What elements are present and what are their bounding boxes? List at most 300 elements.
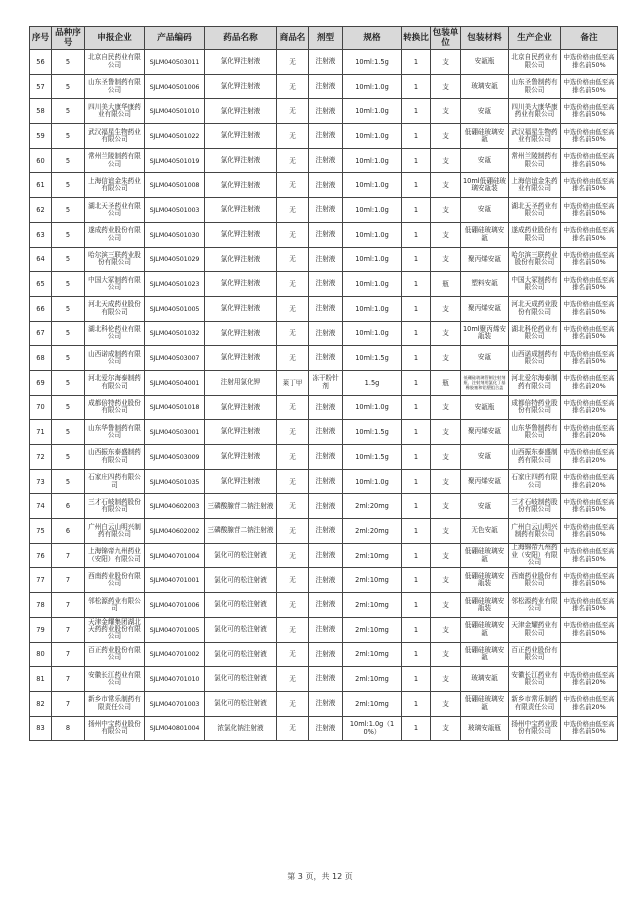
cell-manufacturer: 天津金耀药业有限公司 (509, 617, 561, 642)
cell-remark: 中选价格由低至高排名前50% (561, 173, 618, 198)
cell-remark: 中选价格由低至高排名前50% (561, 198, 618, 223)
cell-remark: 中选价格由低至高排名前50% (561, 568, 618, 593)
cell-variety-index: 7 (52, 642, 85, 667)
cell-spec: 10ml:1.0g（10%） (343, 716, 402, 741)
cell-applicant: 三才石岐制药股份有限公司 (85, 494, 145, 519)
cell-applicant: 新乡市常乐制药有限责任公司 (85, 691, 145, 716)
cell-manufacturer: 广州白云山明兴制药有限公司 (509, 519, 561, 544)
cell-pack-material: 玻璃安瓿 (461, 74, 509, 99)
cell-variety-index: 5 (52, 296, 85, 321)
cell-brand-name: 无 (277, 173, 309, 198)
cell-spec: 2ml:10mg (343, 593, 402, 618)
cell-pack-unit: 支 (431, 617, 461, 642)
cell-applicant: 邻松源药业有限公司 (85, 593, 145, 618)
cell-conversion: 1 (402, 667, 431, 692)
cell-drug-name: 氯化钾注射液 (205, 247, 277, 272)
cell-manufacturer: 成都倍特药业股份有限公司 (509, 395, 561, 420)
cell-pack-material: 低硼硅玻璃安瓿装 (461, 568, 509, 593)
cell-spec: 10ml:1.5g (343, 50, 402, 75)
cell-dosage-form: 注射液 (309, 74, 343, 99)
cell-manufacturer: 武汉福星生物药业有限公司 (509, 124, 561, 149)
cell-product-code: SJLM040501019 (145, 148, 205, 173)
cell-drug-name: 氯化钾注射液 (205, 420, 277, 445)
cell-pack-material: 聚丙烯安瓿 (461, 469, 509, 494)
cell-spec: 10ml:1.0g (343, 198, 402, 223)
cell-index: 65 (30, 272, 52, 297)
cell-dosage-form: 注射液 (309, 124, 343, 149)
cell-pack-material: 聚丙烯安瓿 (461, 420, 509, 445)
cell-variety-index: 5 (52, 445, 85, 470)
cell-remark: 中选价格由低至高排名前50% (561, 593, 618, 618)
cell-dosage-form: 注射液 (309, 593, 343, 618)
cell-conversion: 1 (402, 296, 431, 321)
cell-pack-material: 安瓿瓶 (461, 395, 509, 420)
cell-brand-name: 无 (277, 395, 309, 420)
cell-drug-name: 氯化钾注射液 (205, 74, 277, 99)
cell-drug-name: 氯化钾注射液 (205, 469, 277, 494)
cell-remark: 中选价格由低至高排名前50% (561, 321, 618, 346)
cell-dosage-form: 注射液 (309, 519, 343, 544)
cell-spec: 10ml:1.5g (343, 445, 402, 470)
cell-index: 79 (30, 617, 52, 642)
cell-index: 63 (30, 222, 52, 247)
cell-remark: 中选价格由低至高排名前50% (561, 50, 618, 75)
cell-spec: 2ml:10mg (343, 667, 402, 692)
cell-variety-index: 5 (52, 99, 85, 124)
cell-spec: 2ml:20mg (343, 519, 402, 544)
cell-brand-name: 无 (277, 222, 309, 247)
cell-remark: 中选价格由低至高排名前50% (561, 74, 618, 99)
cell-dosage-form: 注射液 (309, 247, 343, 272)
cell-remark: 中选价格由低至高排名前50% (561, 272, 618, 297)
cell-index: 80 (30, 642, 52, 667)
cell-manufacturer: 邻松源药业有限公司 (509, 593, 561, 618)
table-row (30, 296, 618, 321)
cell-drug-name: 氯化钾注射液 (205, 395, 277, 420)
cell-applicant: 山西振东泰盛制药有限公司 (85, 445, 145, 470)
cell-pack-material: 安瓿瓶 (461, 50, 509, 75)
cell-spec: 10ml:1.0g (343, 99, 402, 124)
cell-product-code: SJLM040504001 (145, 370, 205, 395)
cell-variety-index: 7 (52, 617, 85, 642)
cell-conversion: 1 (402, 173, 431, 198)
cell-product-code: SJLM040501022 (145, 124, 205, 149)
cell-manufacturer: 山东华鲁制药有限公司 (509, 420, 561, 445)
cell-conversion: 1 (402, 469, 431, 494)
cell-product-code: SJLM040701002 (145, 642, 205, 667)
cell-spec: 2ml:10mg (343, 691, 402, 716)
header-col-variety-index: 品种序号 (52, 27, 85, 50)
cell-drug-name: 氯化钾注射液 (205, 173, 277, 198)
cell-drug-name: 氯化钾注射液 (205, 198, 277, 223)
cell-dosage-form: 注射液 (309, 346, 343, 371)
cell-drug-name: 氯化可的松注射液 (205, 642, 277, 667)
header-col-applicant: 申报企业 (85, 27, 145, 50)
table-row (30, 124, 618, 149)
table-row (30, 691, 618, 716)
cell-variety-index: 5 (52, 346, 85, 371)
table-row (30, 420, 618, 445)
cell-index: 72 (30, 445, 52, 470)
cell-drug-name: 氯化钾注射液 (205, 445, 277, 470)
cell-spec: 10ml:1.0g (343, 469, 402, 494)
cell-pack-unit: 支 (431, 346, 461, 371)
header-col-product-code: 产品编码 (145, 27, 205, 50)
cell-remark: 中选价格由低至高排名前50% (561, 519, 618, 544)
cell-manufacturer: 百正药业股份有限公司 (509, 642, 561, 667)
cell-pack-material: 塑料安瓿 (461, 272, 509, 297)
cell-remark: 中选价格由低至高排名前50% (561, 617, 618, 642)
cell-product-code: SJLM040602003 (145, 494, 205, 519)
cell-manufacturer: 北京自民药业有限公司 (509, 50, 561, 75)
cell-applicant: 天津金耀集团湖北天药药业股份有限公司 (85, 617, 145, 642)
cell-pack-unit: 支 (431, 247, 461, 272)
cell-variety-index: 7 (52, 667, 85, 692)
header-col-pack-material: 包装材料 (461, 27, 509, 50)
header-col-drug-name: 药品名称 (205, 27, 277, 50)
cell-manufacturer: 上海信谊金朱药业有限公司 (509, 173, 561, 198)
cell-product-code: SJLM040501003 (145, 198, 205, 223)
cell-remark: 中选价格由低至高排名前50% (561, 99, 618, 124)
header-col-pack-unit: 包装单位 (431, 27, 461, 50)
cell-applicant: 河北爱尔海泰制药有限公司 (85, 370, 145, 395)
cell-index: 66 (30, 296, 52, 321)
cell-remark (561, 642, 618, 667)
cell-brand-name: 无 (277, 494, 309, 519)
cell-manufacturer: 四川美大康华康药业有限公司 (509, 99, 561, 124)
cell-manufacturer: 西南药业股份有限公司 (509, 568, 561, 593)
cell-dosage-form: 注射液 (309, 99, 343, 124)
cell-manufacturer: 湖北天圣药业有限公司 (509, 198, 561, 223)
cell-pack-unit: 支 (431, 593, 461, 618)
cell-variety-index: 6 (52, 519, 85, 544)
cell-index: 81 (30, 667, 52, 692)
table-row (30, 222, 618, 247)
cell-applicant: 常州兰陵制药有限公司 (85, 148, 145, 173)
cell-brand-name: 无 (277, 667, 309, 692)
cell-applicant: 石家庄四药有限公司 (85, 469, 145, 494)
cell-applicant: 上海锦帝九州药业（安阳）有限公司 (85, 543, 145, 568)
cell-applicant: 山东华鲁制药有限公司 (85, 420, 145, 445)
cell-conversion: 1 (402, 50, 431, 75)
cell-drug-name: 三磷酸腺苷二钠注射液 (205, 519, 277, 544)
cell-dosage-form: 注射液 (309, 173, 343, 198)
cell-product-code: SJLM040501010 (145, 99, 205, 124)
cell-applicant: 安徽长江药业有限公司 (85, 667, 145, 692)
cell-manufacturer: 上海锦帝九州药业（安阳）有限公司 (509, 543, 561, 568)
cell-index: 68 (30, 346, 52, 371)
cell-product-code: SJLM040503007 (145, 346, 205, 371)
cell-drug-name: 氯化钾注射液 (205, 321, 277, 346)
cell-pack-material: 玻璃安瓿瓶 (461, 716, 509, 741)
cell-dosage-form: 注射液 (309, 272, 343, 297)
cell-drug-name: 氯化可的松注射液 (205, 667, 277, 692)
cell-brand-name: 无 (277, 321, 309, 346)
cell-product-code: SJLM040701003 (145, 691, 205, 716)
cell-dosage-form: 注射液 (309, 148, 343, 173)
cell-spec: 10ml:1.0g (343, 395, 402, 420)
cell-variety-index: 5 (52, 222, 85, 247)
cell-dosage-form: 注射液 (309, 222, 343, 247)
cell-applicant: 湖北科伦药业有限公司 (85, 321, 145, 346)
cell-index: 57 (30, 74, 52, 99)
cell-dosage-form: 注射液 (309, 321, 343, 346)
cell-spec: 10ml:1.0g (343, 173, 402, 198)
cell-dosage-form: 注射液 (309, 667, 343, 692)
cell-conversion: 1 (402, 321, 431, 346)
cell-applicant: 武汉福星生物药业有限公司 (85, 124, 145, 149)
cell-brand-name: 无 (277, 124, 309, 149)
cell-pack-material: 低硼硅玻璃安瓿 (461, 222, 509, 247)
cell-pack-unit: 支 (431, 667, 461, 692)
cell-product-code: SJLM040503009 (145, 445, 205, 470)
cell-pack-material: 低硼硅玻璃安瓿 (461, 642, 509, 667)
cell-pack-unit: 支 (431, 198, 461, 223)
cell-drug-name: 氯化钾注射液 (205, 346, 277, 371)
cell-manufacturer: 常州兰陵制药有限公司 (509, 148, 561, 173)
cell-remark: 中选价格由低至高排名前20% (561, 667, 618, 692)
cell-conversion: 1 (402, 568, 431, 593)
cell-spec: 10ml:1.5g (343, 420, 402, 445)
cell-brand-name: 无 (277, 74, 309, 99)
cell-spec: 10ml:1.0g (343, 148, 402, 173)
cell-applicant: 百正药业股份有限公司 (85, 642, 145, 667)
cell-pack-unit: 支 (431, 469, 461, 494)
cell-remark: 中选价格由低至高排名前20% (561, 469, 618, 494)
cell-index: 62 (30, 198, 52, 223)
cell-conversion: 1 (402, 691, 431, 716)
cell-remark: 中选价格由低至高排名前20% (561, 445, 618, 470)
cell-brand-name: 无 (277, 568, 309, 593)
cell-conversion: 1 (402, 642, 431, 667)
cell-product-code: SJLM040701006 (145, 593, 205, 618)
cell-spec: 10ml:1.5g (343, 346, 402, 371)
cell-product-code: SJLM040501008 (145, 173, 205, 198)
cell-pack-material: 低硼硅玻璃安瓿装 (461, 593, 509, 618)
table-row (30, 617, 618, 642)
cell-applicant: 哈尔滨三联药业股份有限公司 (85, 247, 145, 272)
cell-product-code: SJLM040501029 (145, 247, 205, 272)
cell-pack-unit: 支 (431, 420, 461, 445)
cell-pack-unit: 支 (431, 296, 461, 321)
cell-dosage-form: 冻干粉针剂 (309, 370, 343, 395)
cell-remark: 中选价格由低至高排名前20% (561, 420, 618, 445)
cell-brand-name: 无 (277, 445, 309, 470)
cell-conversion: 1 (402, 74, 431, 99)
table-row (30, 74, 618, 99)
cell-brand-name: 无 (277, 272, 309, 297)
cell-index: 76 (30, 543, 52, 568)
cell-index: 73 (30, 469, 52, 494)
cell-product-code: SJLM040501035 (145, 469, 205, 494)
cell-pack-unit: 支 (431, 691, 461, 716)
cell-applicant: 山西诺成制药有限公司 (85, 346, 145, 371)
cell-brand-name: 无 (277, 642, 309, 667)
cell-index: 64 (30, 247, 52, 272)
table-row (30, 642, 618, 667)
header-col-remark: 备注 (561, 27, 618, 50)
cell-pack-material: 安瓿 (461, 494, 509, 519)
cell-product-code: SJLM040501018 (145, 395, 205, 420)
cell-pack-material: 安瓿 (461, 346, 509, 371)
table-row (30, 346, 618, 371)
table-row (30, 667, 618, 692)
cell-remark: 中选价格由低至高排名前50% (561, 543, 618, 568)
cell-conversion: 1 (402, 222, 431, 247)
cell-pack-material: 低硼硅玻璃安瓿 (461, 543, 509, 568)
cell-index: 82 (30, 691, 52, 716)
table-row (30, 519, 618, 544)
cell-dosage-form: 注射液 (309, 445, 343, 470)
cell-conversion: 1 (402, 494, 431, 519)
table-row (30, 469, 618, 494)
cell-dosage-form: 注射液 (309, 543, 343, 568)
cell-remark: 中选价格由低至高排名前20% (561, 370, 618, 395)
cell-index: 61 (30, 173, 52, 198)
cell-pack-unit: 支 (431, 494, 461, 519)
cell-dosage-form: 注射液 (309, 642, 343, 667)
cell-drug-name: 氯化钾注射液 (205, 272, 277, 297)
cell-pack-material: 安瓿 (461, 445, 509, 470)
table-row (30, 173, 618, 198)
table-row (30, 321, 618, 346)
table-row (30, 543, 618, 568)
cell-brand-name: 无 (277, 50, 309, 75)
cell-index: 83 (30, 716, 52, 741)
page-footer: 第 3 页，共 12 页 (287, 872, 353, 881)
header-col-dosage-form: 剂型 (309, 27, 343, 50)
cell-applicant: 中国大冢制药有限公司 (85, 272, 145, 297)
cell-spec: 10ml:1.0g (343, 296, 402, 321)
cell-index: 69 (30, 370, 52, 395)
cell-brand-name: 无 (277, 617, 309, 642)
cell-drug-name: 氯化可的松注射液 (205, 568, 277, 593)
cell-variety-index: 8 (52, 716, 85, 741)
cell-index: 74 (30, 494, 52, 519)
cell-applicant: 扬州中宝药业股份有限公司 (85, 716, 145, 741)
table-header-row (30, 27, 618, 50)
cell-pack-material: 聚丙烯安瓿 (461, 296, 509, 321)
cell-pack-unit: 瓶 (431, 272, 461, 297)
cell-product-code: SJLM040801004 (145, 716, 205, 741)
cell-pack-unit: 支 (431, 222, 461, 247)
cell-pack-material: 无色安瓿 (461, 519, 509, 544)
cell-applicant: 上海信谊金朱药业有限公司 (85, 173, 145, 198)
cell-product-code: SJLM040501030 (145, 222, 205, 247)
cell-pack-material: 低硼硅玻璃安瓿 (461, 691, 509, 716)
cell-index: 75 (30, 519, 52, 544)
cell-applicant: 成都倍特药业股份有限公司 (85, 395, 145, 420)
cell-pack-unit: 瓶 (431, 370, 461, 395)
table-body (30, 50, 618, 741)
cell-variety-index: 5 (52, 173, 85, 198)
cell-manufacturer: 中国大冢制药有限公司 (509, 272, 561, 297)
cell-drug-name: 氯化可的松注射液 (205, 593, 277, 618)
cell-manufacturer: 扬州中宝药业股份有限公司 (509, 716, 561, 741)
cell-pack-material: 低硼硅玻璃安瓿 (461, 124, 509, 149)
cell-dosage-form: 注射液 (309, 617, 343, 642)
cell-index: 78 (30, 593, 52, 618)
cell-index: 70 (30, 395, 52, 420)
cell-product-code: SJLM040701005 (145, 617, 205, 642)
cell-index: 67 (30, 321, 52, 346)
cell-variety-index: 5 (52, 198, 85, 223)
cell-spec: 10ml:1.0g (343, 74, 402, 99)
cell-brand-name: 无 (277, 593, 309, 618)
table-row (30, 494, 618, 519)
cell-drug-name: 氯化钾注射液 (205, 148, 277, 173)
cell-remark: 中选价格由低至高排名前50% (561, 716, 618, 741)
cell-applicant: 北京自民药业有限公司 (85, 50, 145, 75)
drug-list-table (29, 26, 618, 741)
cell-conversion: 1 (402, 124, 431, 149)
cell-conversion: 1 (402, 198, 431, 223)
cell-variety-index: 5 (52, 321, 85, 346)
cell-remark: 中选价格由低至高排名前50% (561, 124, 618, 149)
cell-drug-name: 氯化可的松注射液 (205, 617, 277, 642)
cell-dosage-form: 注射液 (309, 198, 343, 223)
cell-brand-name: 无 (277, 691, 309, 716)
cell-conversion: 1 (402, 445, 431, 470)
cell-conversion: 1 (402, 593, 431, 618)
cell-drug-name: 氯化钾注射液 (205, 296, 277, 321)
cell-conversion: 1 (402, 247, 431, 272)
cell-index: 60 (30, 148, 52, 173)
cell-manufacturer: 山西诺成制药有限公司 (509, 346, 561, 371)
cell-conversion: 1 (402, 617, 431, 642)
cell-variety-index: 6 (52, 494, 85, 519)
table-row (30, 50, 618, 75)
cell-remark: 中选价格由低至高排名前50% (561, 148, 618, 173)
cell-spec: 10ml:1.0g (343, 321, 402, 346)
table-row (30, 272, 618, 297)
cell-conversion: 1 (402, 99, 431, 124)
cell-remark: 中选价格由低至高排名前50% (561, 247, 618, 272)
cell-remark: 中选价格由低至高排名前20% (561, 395, 618, 420)
cell-pack-unit: 支 (431, 74, 461, 99)
cell-dosage-form: 注射液 (309, 469, 343, 494)
cell-pack-material: 10ml聚丙烯安瓿装 (461, 321, 509, 346)
cell-drug-name: 氯化可的松注射液 (205, 691, 277, 716)
cell-pack-unit: 支 (431, 99, 461, 124)
cell-product-code: SJLM040501023 (145, 272, 205, 297)
cell-pack-unit: 支 (431, 124, 461, 149)
cell-variety-index: 5 (52, 148, 85, 173)
cell-applicant: 西南药业股份有限公司 (85, 568, 145, 593)
cell-variety-index: 7 (52, 568, 85, 593)
cell-brand-name: 无 (277, 346, 309, 371)
cell-pack-unit: 支 (431, 568, 461, 593)
cell-dosage-form: 注射液 (309, 296, 343, 321)
cell-remark: 中选价格由低至高排名前50% (561, 346, 618, 371)
cell-drug-name: 三磷酸腺苷二钠注射液 (205, 494, 277, 519)
cell-pack-material: 10ml低硼硅玻璃安瓿装 (461, 173, 509, 198)
cell-dosage-form: 注射液 (309, 494, 343, 519)
cell-manufacturer: 河北天成药业股份有限公司 (509, 296, 561, 321)
table-row (30, 148, 618, 173)
cell-pack-unit: 支 (431, 395, 461, 420)
cell-drug-name: 注射用氯化钾 (205, 370, 277, 395)
cell-brand-name: 无 (277, 296, 309, 321)
cell-spec: 10ml:1.0g (343, 247, 402, 272)
cell-drug-name: 氯化钾注射液 (205, 99, 277, 124)
cell-manufacturer: 山西振东泰盛制药有限公司 (509, 445, 561, 470)
header-col-manufacturer: 生产企业 (509, 27, 561, 50)
table-row (30, 247, 618, 272)
table-row (30, 716, 618, 741)
cell-brand-name: 无 (277, 716, 309, 741)
cell-spec: 10ml:1.0g (343, 124, 402, 149)
